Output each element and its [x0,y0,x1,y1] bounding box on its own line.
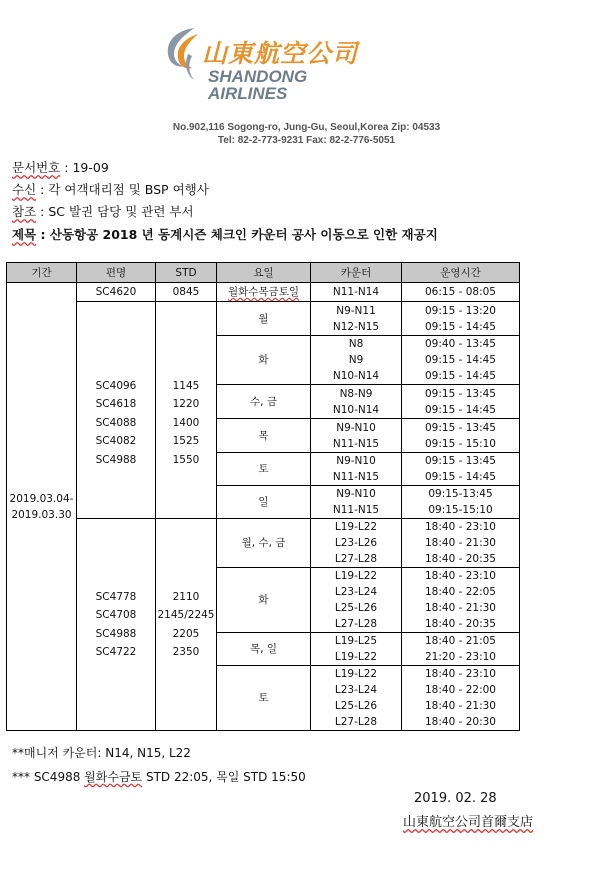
logo-chinese-name: 山東航空公司 [202,39,359,68]
table-header-row [7,263,520,283]
hours-cell: 09:40 - 13:45 09:15 - 14:45 09:15 - 14:45 [402,336,520,385]
header-std: STD [156,263,217,283]
day-cell: 목, 일 [217,633,311,666]
cc-value: : SC 발권 담당 및 관련 부서 [40,204,194,219]
shandong-logo [158,24,398,104]
hours-cell: 18:40 - 21:05 21:20 - 23:10 [402,633,520,666]
logo-english-name [208,68,307,102]
hours-cell: 09:15 - 13:20 09:15 - 14:45 [402,302,520,336]
phone-fax-line: Tel: 82-2-773-9231 Fax: 82-2-776-5051 [217,135,396,146]
header-day: 요일 [217,263,311,283]
doc-number-label: 문서번호 [12,160,61,175]
header-flight: 편명 [77,263,156,283]
std-group-cell: 2110 2145/2245 2205 2350 [156,519,217,731]
doc-number-value: : 19-09 [64,160,109,175]
hours-cell: 09:15-13:45 09:15-15:10 [402,486,520,519]
hours-cell: 18:40 - 23:10 18:40 - 21:30 18:40 - 20:35 [402,519,520,568]
counter-cell: N9-N10 N11-N15 [311,419,402,453]
day-cell: 토 [217,453,311,486]
table-row [7,283,520,302]
day-cell: 수, 금 [217,385,311,419]
manager-counter-note: **매니저 카운터: N14, N15, L22 [12,746,191,760]
day-cell: 월, 수, 금 [217,519,311,568]
counter-cell: L19-L22 L23-L24 L25-L26 L27-L28 [311,568,402,633]
std-cell: 0845 [156,283,217,302]
address-line: No.902,116 Sogong-ro, Jung-Gu, Seoul,Korea Zip: 04533 [172,122,441,133]
day-cell: 목 [217,419,311,453]
flight-group-cell: SC4096 SC4618 SC4088 SC4082 SC4988 [77,302,156,519]
hours-cell: 18:40 - 23:10 18:40 - 22:00 18:40 - 21:30 18:40 - 20:30 [402,666,520,731]
header-hours: 운영시간 [402,263,520,283]
sc4988-std-note [12,768,306,785]
logo-english-line2: AIRLINES [208,84,288,103]
counter-cell: N11-N14 [311,283,402,302]
day-cell: 일 [217,486,311,519]
flight-cell: SC4620 [77,283,156,302]
subject [12,225,438,243]
day-cell: 토 [217,666,311,731]
header-counter: 카운터 [311,263,402,283]
issuing-office: 山東航空公司首爾支店 [403,815,534,830]
counter-cell: N9-N11 N12-N15 [311,302,402,336]
table-row [7,519,520,568]
day-cell: 화 [217,336,311,385]
cc-label: 참조 [12,204,37,219]
hours-cell: 06:15 - 08:05 [402,283,520,302]
day-cell: 월 [217,302,311,336]
counter-cell: L19-L22 L23-L26 L27-L28 [311,519,402,568]
counter-schedule-table [6,262,520,731]
issue-date: 2019. 02. 28 [414,791,497,806]
counter-cell: L19-L25 L19-L22 [311,633,402,666]
note2-suffix: STD 22:05, 목일 STD 15:50 [142,770,306,784]
day-cell: 화 [217,568,311,633]
counter-cell: N8 N9 N10-N14 [311,336,402,385]
recipient [12,180,209,198]
cc [12,202,194,220]
counter-cell: N8-N9 N10-N14 [311,385,402,419]
subject-label: 제목 [12,227,37,242]
flight-group-cell: SC4778 SC4708 SC4988 SC4722 [77,519,156,731]
day-cell [217,283,311,302]
period-cell: 2019.03.04- 2019.03.30 [7,283,77,731]
note2-days: 월화수금토 [84,770,143,784]
hours-cell: 18:40 - 23:10 18:40 - 22:05 18:40 - 21:30 18:40 - 20:35 [402,568,520,633]
day-text: 월화수목금토일 [227,286,299,298]
counter-cell: N9-N10 N11-N15 [311,453,402,486]
std-group-cell: 1145 1220 1400 1525 1550 [156,302,217,519]
hours-cell: 09:15 - 13:45 09:15 - 15:10 [402,419,520,453]
hours-cell: 09:15 - 13:45 09:15 - 14:45 [402,453,520,486]
crane-logo-icon [158,24,204,82]
hours-cell: 09:15 - 13:45 09:15 - 14:45 [402,385,520,419]
header-period: 기간 [7,263,77,283]
recipient-label: 수신 [12,182,37,197]
table-row [7,302,520,336]
counter-cell: N9-N10 N11-N15 [311,486,402,519]
note2-prefix: *** SC4988 [12,770,85,784]
logo-english-line1: SHANDONG [208,67,308,86]
recipient-value: : 각 여객대리점 및 BSP 여행사 [40,182,209,197]
subject-value: : 산동항공 2018 년 동계시즌 체크인 카운터 공사 이동으로 인한 재공지 [40,227,438,242]
doc-number [12,158,109,176]
counter-cell: L19-L22 L23-L24 L25-L26 L27-L28 [311,666,402,731]
